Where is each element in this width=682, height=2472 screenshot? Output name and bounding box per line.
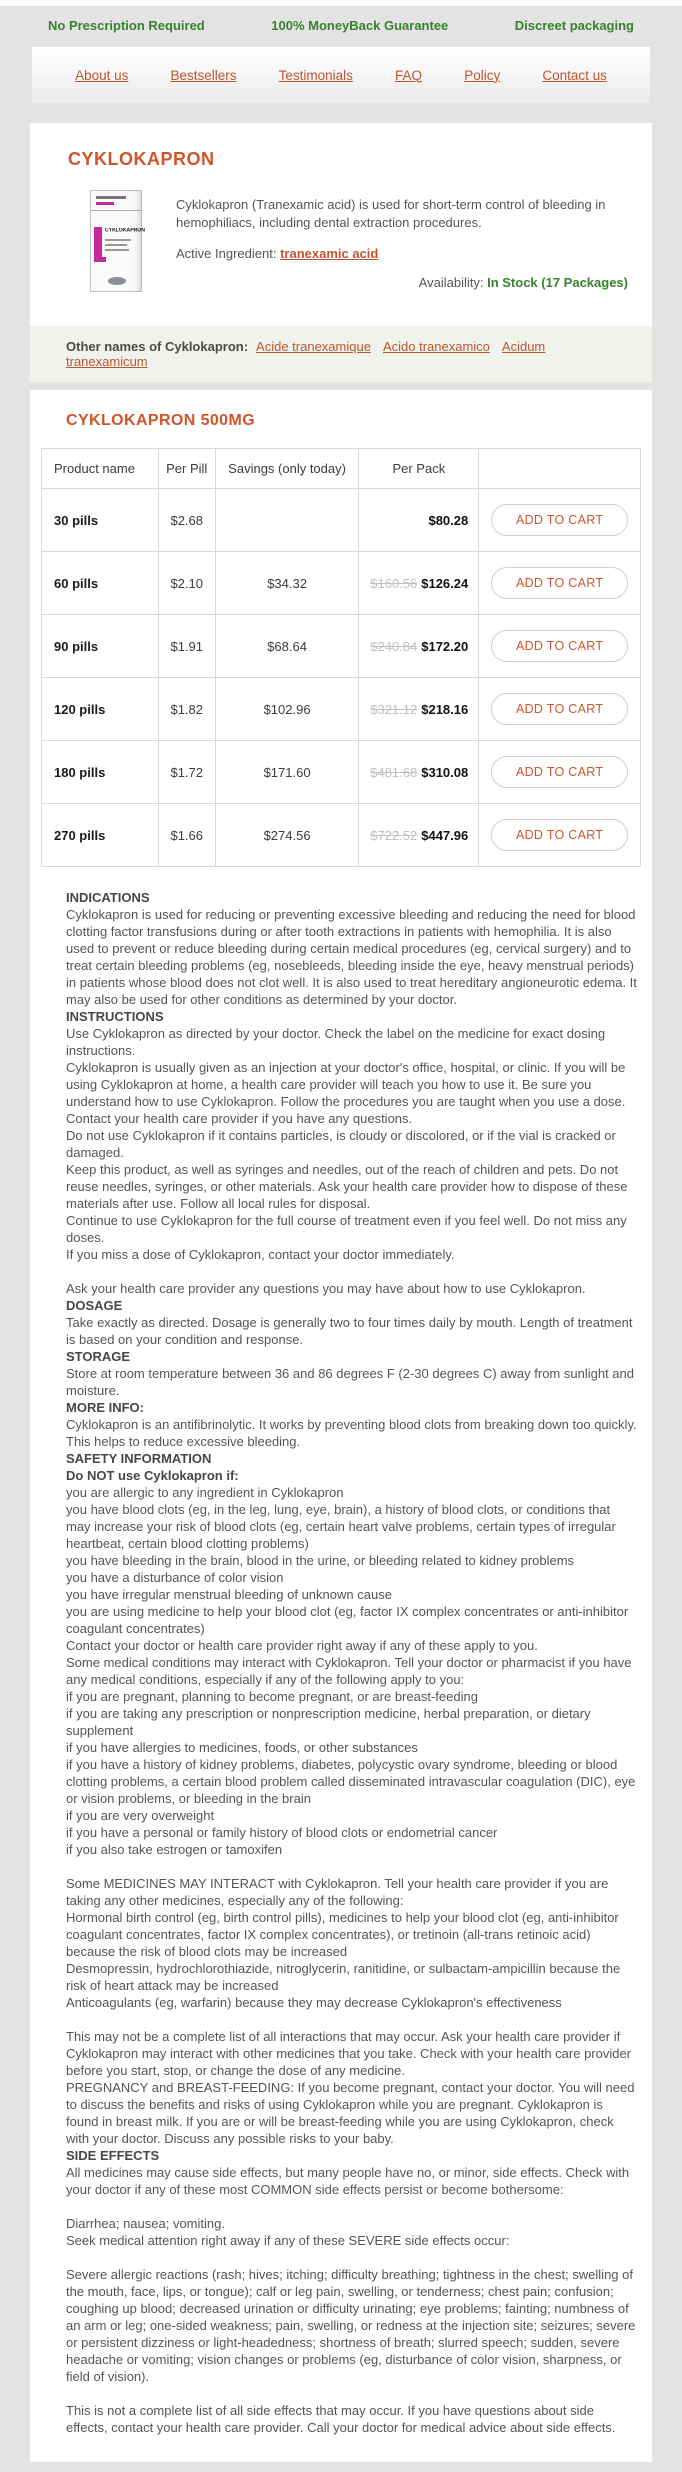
per-pack-cell — [359, 615, 479, 678]
per-pill-price: $1.91 — [158, 615, 215, 678]
pricing-header-row — [42, 449, 641, 489]
column-product-name: Product name — [42, 449, 159, 489]
price-row — [42, 615, 641, 678]
savings-value: $102.96 — [215, 678, 359, 741]
cart-cell — [479, 678, 641, 741]
product-info — [142, 190, 628, 292]
info-text-block: Seek medical attention right away if any of these SEVERE side effects occur: — [66, 2233, 510, 2248]
info-text-block: Cyklokapron is used for reducing or preventing excessive bleeding and reducing the need for blood clotting factor transfusions during or after tooth extractions in patients with hemophilia. It is also used to prevent or reduce bleeding during certain medical procedures (eg, cervical surgery) and to treat certain bleeding problems (eg, nosebleeds, bleeding inside the eye, heavy menstrual periods) in patients whose blood does not clot well. It is also used to treat hereditary angioneurotic edema. It may also be used for other conditions as determined by your doctor. — [66, 907, 637, 1007]
info-text-block: if you are taking any prescription or nonprescription medicine, herbal preparation, or dietary supplement — [66, 1706, 591, 1738]
info-text-block: you have a disturbance of color vision — [66, 1570, 284, 1585]
info-text-block: you have bleeding in the brain, blood in the urine, or bleeding related to kidney problems — [66, 1553, 575, 1568]
pills-count: 60 pills — [42, 552, 159, 615]
pricing-card — [30, 390, 652, 2462]
package-brand-text: CYKLOKAPRON — [105, 228, 145, 234]
per-pill-price: $2.10 — [158, 552, 215, 615]
product-row — [44, 186, 638, 310]
pills-count: 270 pills — [42, 804, 159, 867]
info-text-block: DOSAGE — [66, 1298, 123, 1313]
savings-value: $34.32 — [215, 552, 359, 615]
cart-cell — [479, 804, 641, 867]
info-text-block: Some MEDICINES MAY INTERACT with Cyklokapron. Tell your health care provider if you are taking any other medicines, especially any of the following: — [66, 1876, 609, 1908]
other-names-label: Other names of Cyklokapron: — [66, 339, 249, 354]
info-text-block: INDICATIONS — [66, 890, 150, 905]
price-row — [42, 552, 641, 615]
savings-value: $68.64 — [215, 615, 359, 678]
per-pill-price: $1.66 — [158, 804, 215, 867]
add-to-cart-button[interactable]: ADD TO CART — [491, 756, 628, 788]
promo-topbar — [0, 6, 682, 43]
old-price: $481.68 — [370, 764, 418, 780]
old-price: $240.84 — [370, 638, 418, 654]
package-logo — [108, 277, 126, 285]
info-text-block: Diarrhea; nausea; vomiting. — [66, 2216, 225, 2231]
info-text-block: STORAGE — [66, 1349, 131, 1364]
old-price: $160.56 — [370, 575, 418, 591]
pills-count: 120 pills — [42, 678, 159, 741]
info-text-block: you are allergic to any ingredient in Cyklokapron — [66, 1485, 344, 1500]
package-dose-mark — [94, 257, 106, 262]
per-pack-cell — [359, 678, 479, 741]
info-text-block: Continue to use Cyklokapron for the full course of treatment even if you feel well. Do not miss any doses. — [66, 1213, 627, 1245]
column-per-pack: Per Pack — [359, 449, 479, 489]
info-text-block — [66, 1263, 637, 1280]
info-text-block: Ask your health care provider any questions you may have about how to use Cyklokapron. — [66, 1281, 586, 1296]
pills-count: 180 pills — [42, 741, 159, 804]
pack-price: $218.16 — [421, 701, 469, 717]
info-text-block: Desmopressin, hydrochlorothiazide, nitroglycerin, ranitidine, or sulbactam-ampicillin because the risk of heart attack may be increased — [66, 1961, 621, 1993]
cart-cell — [479, 615, 641, 678]
info-text-block: Do NOT use Cyklokapron if: — [66, 1468, 239, 1483]
promo-item: No Prescription Required — [48, 18, 205, 33]
info-text-block: if you also take estrogen or tamoxifen — [66, 1842, 283, 1857]
info-text-block: you have blood clots (eg, in the leg, lung, eye, brain), a history of blood clots, or conditions that may increase your risk of blood clots (eg, certain heart valve problems, certain types of irregular heartbeat, certain blood clotting problems) — [66, 1502, 616, 1551]
promo-item: 100% MoneyBack Guarantee — [271, 18, 449, 33]
info-text-block: Some medical conditions may interact with Cyklokapron. Tell your doctor or pharmacist if you have any medical conditions, especially if any of the following apply to you: — [66, 1655, 632, 1687]
pack-price: $310.08 — [421, 764, 469, 780]
info-text-block: This is not a complete list of all side effects that may occur. If you have questions about side effects, contact your health care provider. Call your doctor for medical advice about side effects. — [66, 2403, 616, 2435]
promo-item: Discreet packaging — [514, 18, 634, 33]
add-to-cart-button[interactable]: ADD TO CART — [491, 504, 628, 536]
cart-cell — [479, 489, 641, 552]
info-text-block: Severe allergic reactions (rash; hives; itching; difficulty breathing; tightness in the chest; swelling of the mouth, face, lips, or tongue); calf or leg pain, swelling, or tenderness; chest pain; confusion; coughing up blood; decreased urination or difficulty urinating; eye problems; fainting; numbness of an arm or leg; one-sided weakness; pain, swelling, or redness at the injection site; seizures; severe or persistent dizziness or light-headedness; shortness of breath; slurred speech; sudden, severe headache or vomiting; vision changes or problems (eg, disturbance of color vision, sharpness, or field of vision). — [66, 2267, 636, 2384]
nav-link[interactable]: FAQ — [395, 67, 423, 83]
per-pill-price: $1.72 — [158, 741, 215, 804]
product-title: CYKLOKAPRON — [68, 149, 215, 169]
info-text-block: SAFETY INFORMATION — [66, 1451, 212, 1466]
package-cap — [91, 191, 141, 211]
price-row — [42, 489, 641, 552]
info-text-block: Cyklokapron is an antifibrinolytic. It works by preventing blood clots from breaking down too quickly. This helps to reduce excessive bleeding. — [66, 1417, 637, 1449]
other-name-link[interactable]: Acide tranexamique — [256, 339, 371, 354]
product-card — [30, 123, 652, 382]
info-text-block: you are using medicine to help your blood clot (eg, factor IX complex concentrates or anti-inhibitor coagulant concentrates) — [66, 1604, 629, 1636]
per-pack-cell — [359, 552, 479, 615]
availability-status: In Stock (17 Packages) — [487, 275, 628, 291]
info-text-block — [66, 2198, 637, 2215]
info-text-block — [66, 2249, 637, 2266]
old-price: $321.12 — [370, 701, 418, 717]
info-text-block: if you have a personal or family history of blood clots or endometrial cancer — [66, 1825, 498, 1840]
price-row — [42, 741, 641, 804]
info-text-block: SIDE EFFECTS — [66, 2148, 160, 2163]
pricing-table — [41, 448, 641, 867]
pack-price: $447.96 — [421, 827, 469, 843]
info-text-block: MORE INFO: — [66, 1400, 144, 1415]
savings-value: $274.56 — [215, 804, 359, 867]
old-price: $722.52 — [370, 827, 418, 843]
cart-cell — [479, 552, 641, 615]
info-text-block: if you are very overweight — [66, 1808, 215, 1823]
nav-link[interactable]: Testimonials — [278, 67, 353, 83]
pricing-heading: CYKLOKAPRON 500MG — [66, 412, 256, 429]
savings-value — [215, 489, 359, 552]
info-text-block — [66, 2385, 637, 2402]
column-cart — [479, 449, 641, 489]
pack-price: $126.24 — [421, 575, 469, 591]
info-text-block: if you are pregnant, planning to become pregnant, or are breast-feeding — [66, 1689, 478, 1704]
add-to-cart-button[interactable]: ADD TO CART — [491, 630, 628, 662]
product-package-image — [90, 190, 145, 292]
package-stripe — [94, 227, 102, 259]
column-savings: Savings (only today) — [215, 449, 359, 489]
pack-price: $80.28 — [428, 512, 469, 528]
info-text-block: Use Cyklokapron as directed by your doctor. Check the label on the medicine for exact dosing instructions. — [66, 1026, 606, 1058]
price-row — [42, 678, 641, 741]
active-ingredient-link[interactable]: tranexamic acid — [280, 246, 379, 262]
product-description: Cyklokapron (Tranexamic acid) is used for short-term control of bleeding in hemophiliacs, including dental extraction procedures. — [176, 197, 606, 231]
add-to-cart-button[interactable]: ADD TO CART — [491, 819, 628, 851]
info-text-block: PREGNANCY and BREAST-FEEDING: If you become pregnant, contact your doctor. You will need to discuss the benefits and risks of using Cyklokapron while you are pregnant. Cyklokapron is found in breast milk. If you are or will be breast-feeding while you are using Cyklokapron, check with your doctor. Discuss any possible risks to your baby. — [66, 2080, 635, 2146]
main-nav — [32, 47, 650, 103]
info-text-block: Contact your doctor or health care provider right away if any of these apply to you. — [66, 1638, 538, 1653]
info-text-block: If you miss a dose of Cyklokapron, contact your doctor immediately. — [66, 1247, 455, 1262]
active-ingredient-line — [176, 246, 628, 261]
pills-count: 90 pills — [42, 615, 159, 678]
other-name-link[interactable]: Acidum tranexamicum — [66, 339, 546, 369]
availability-line — [176, 275, 628, 290]
nav-link[interactable]: Policy — [464, 67, 501, 83]
info-text-block: Hormonal birth control (eg, birth control pills), medicines to help your blood clot (eg, anti-inhibitor coagulant concentrates, factor IX complex concentrates), or tretinoin (all-trans retinoic acid) because the risk of blood clots may be increased — [66, 1910, 619, 1959]
info-text-block: if you have allergies to medicines, foods, or other substances — [66, 1740, 418, 1755]
nav-link[interactable]: About us — [75, 67, 129, 83]
info-text-block — [66, 2011, 637, 2028]
per-pack-cell — [359, 489, 479, 552]
info-text-block: if you have a history of kidney problems, diabetes, polycystic ovary syndrome, bleeding or blood clotting problems, a certain blood problem called disseminated intravascular coagulation (DIC), eye or vision problems, or bleeding in the brain — [66, 1757, 636, 1806]
add-to-cart-button[interactable]: ADD TO CART — [491, 567, 628, 599]
pack-price: $172.20 — [421, 638, 469, 654]
other-name-link[interactable]: Acido tranexamico — [382, 339, 490, 354]
info-text-block: Do not use Cyklokapron if it contains particles, is cloudy or discolored, or if the vial is cracked or damaged. — [66, 1128, 616, 1160]
info-text-block: Take exactly as directed. Dosage is generally two to four times daily by mouth. Length of treatment is based on your condition and response. — [66, 1315, 633, 1347]
savings-value: $171.60 — [215, 741, 359, 804]
per-pill-price: $2.68 — [158, 489, 215, 552]
price-row — [42, 804, 641, 867]
info-text-block: Cyklokapron is usually given as an injection at your doctor's office, hospital, or clinic. If you will be using Cyklokapron at home, a health care provider will teach you how to use it. Be sure you understand how to use Cyklokapron. Follow the procedures you are taught when you use a dose. Contact your health care provider if you have any questions. — [66, 1060, 626, 1126]
cart-cell — [479, 741, 641, 804]
info-text-block: Anticoagulants (eg, warfarin) because they may decrease Cyklokapron's effectiveness — [66, 1995, 562, 2010]
info-text-block: Keep this product, as well as syringes and needles, out of the reach of children and pets. Do not reuse needles, syringes, or other materials. Ask your health care provider how to dispose of these materials after use. Follow all local rules for disposal. — [66, 1162, 628, 1211]
info-text-block: This may not be a complete list of all interactions that may occur. Ask your health care provider if Cyklokapron may interact with other medicines that you take. Check with your health care provider before you start, stop, or change the dose of any medicine. — [66, 2029, 632, 2078]
info-text-block: Store at room temperature between 36 and 86 degrees F (2-30 degrees C) away from sunlight and moisture. — [66, 1366, 634, 1398]
availability-label: Availability: — [418, 275, 484, 291]
per-pack-cell — [359, 804, 479, 867]
active-ingredient-label: Active Ingredient: — [176, 246, 277, 262]
info-text-block: you have irregular menstrual bleeding of unknown cause — [66, 1587, 392, 1602]
info-text-block: All medicines may cause side effects, but many people have no, or minor, side effects. Check with your doctor if any of these most COMMON side effects persist or become bothersome: — [66, 2165, 630, 2197]
add-to-cart-button[interactable]: ADD TO CART — [491, 693, 628, 725]
per-pack-cell — [359, 741, 479, 804]
nav-link[interactable]: Contact us — [542, 67, 607, 83]
info-text-block — [66, 1858, 637, 1875]
nav-link[interactable]: Bestsellers — [170, 67, 237, 83]
other-names-bar — [30, 326, 652, 382]
column-per-pill: Per Pill — [158, 449, 215, 489]
pills-count: 30 pills — [42, 489, 159, 552]
info-text-block: INSTRUCTIONS — [66, 1009, 164, 1024]
drug-information — [41, 867, 641, 2436]
per-pill-price: $1.82 — [158, 678, 215, 741]
